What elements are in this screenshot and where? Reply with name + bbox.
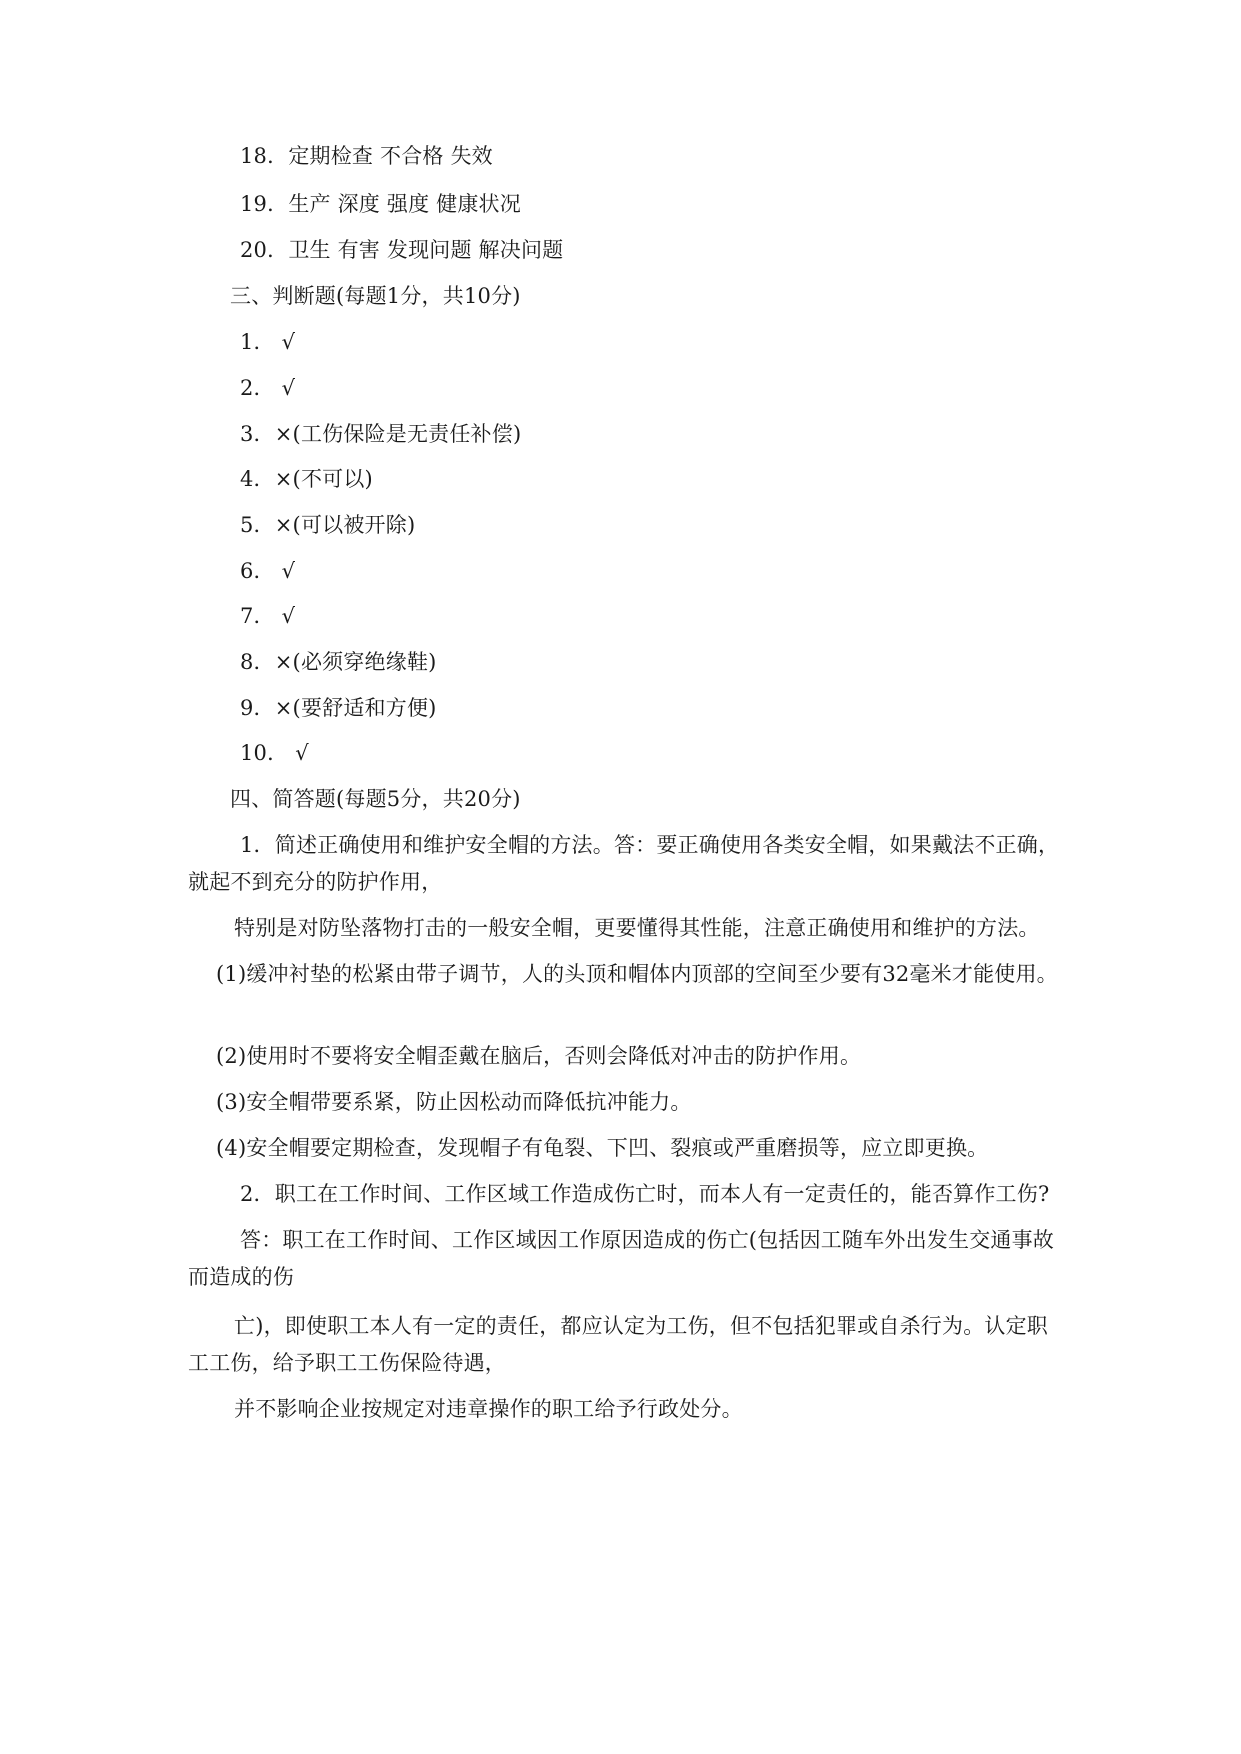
answer-line-19: 19．生产 深度 强度 健康状况	[240, 192, 521, 216]
judgement-answer-2: 2． √	[240, 376, 296, 400]
answer-line-18: 18．定期检查 不合格 失效	[240, 144, 493, 168]
judgement-answer-8: 8．×(必须穿绝缘鞋)	[240, 650, 437, 674]
judgement-answer-1: 1． √	[240, 330, 296, 354]
short-answer-1-continued: 特别是对防坠落物打击的一般安全帽，更要懂得其性能，注意正确使用和维护的方法。	[234, 916, 1040, 940]
judgement-answer-5: 5．×(可以被开除)	[240, 513, 416, 537]
short-answer-2-answer: 答：职工在工作时间、工作区域因工作原因造成的伤亡(包括因工随车外出发生交通事故而造成的伤	[188, 1228, 1054, 1289]
judgement-answer-4: 4．×(不可以)	[240, 467, 373, 491]
short-answer-2-question: 2．职工在工作时间、工作区域工作造成伤亡时，而本人有一定责任的，能否算作工伤?	[240, 1182, 1050, 1206]
judgement-answer-6: 6． √	[240, 559, 296, 583]
answer-line-20: 20．卫生 有害 发现问题 解决问题	[240, 238, 564, 262]
section-heading-short-answer: 四、简答题(每题5分，共20分)	[230, 787, 521, 811]
short-answer-2-conclusion: 并不影响企业按规定对违章操作的职工给予行政处分。	[234, 1397, 743, 1421]
section-heading-judgement: 三、判断题(每题1分，共10分)	[230, 284, 521, 308]
helmet-point-3: (3)安全帽带要系紧，防止因松动而降低抗冲能力。	[216, 1090, 692, 1114]
helmet-point-1: (1)缓冲衬垫的松紧由带子调节，人的头顶和帽体内顶部的空间至少要有32毫米才能使用。	[216, 962, 1058, 986]
judgement-answer-10: 10． √	[240, 741, 309, 765]
short-answer-1: 1．简述正确使用和维护安全帽的方法。答：要正确使用各类安全帽，如果戴法不正确，就起不到充分的防护作用，	[188, 833, 1060, 894]
judgement-answer-9: 9．×(要舒适和方便)	[240, 696, 437, 720]
helmet-point-2: (2)使用时不要将安全帽歪戴在脑后，否则会降低对冲击的防护作用。	[216, 1044, 862, 1068]
judgement-answer-3: 3．×(工伤保险是无责任补偿)	[240, 422, 522, 446]
judgement-answer-7: 7． √	[240, 604, 296, 628]
short-answer-2-answer-continued: 亡)，即使职工本人有一定的责任，都应认定为工伤，但不包括犯罪或自杀行为。认定职工工伤，给予职工工伤保险待遇，	[188, 1314, 1048, 1375]
helmet-point-4: (4)安全帽要定期检查，发现帽子有龟裂、下凹、裂痕或严重磨损等，应立即更换。	[216, 1136, 989, 1160]
